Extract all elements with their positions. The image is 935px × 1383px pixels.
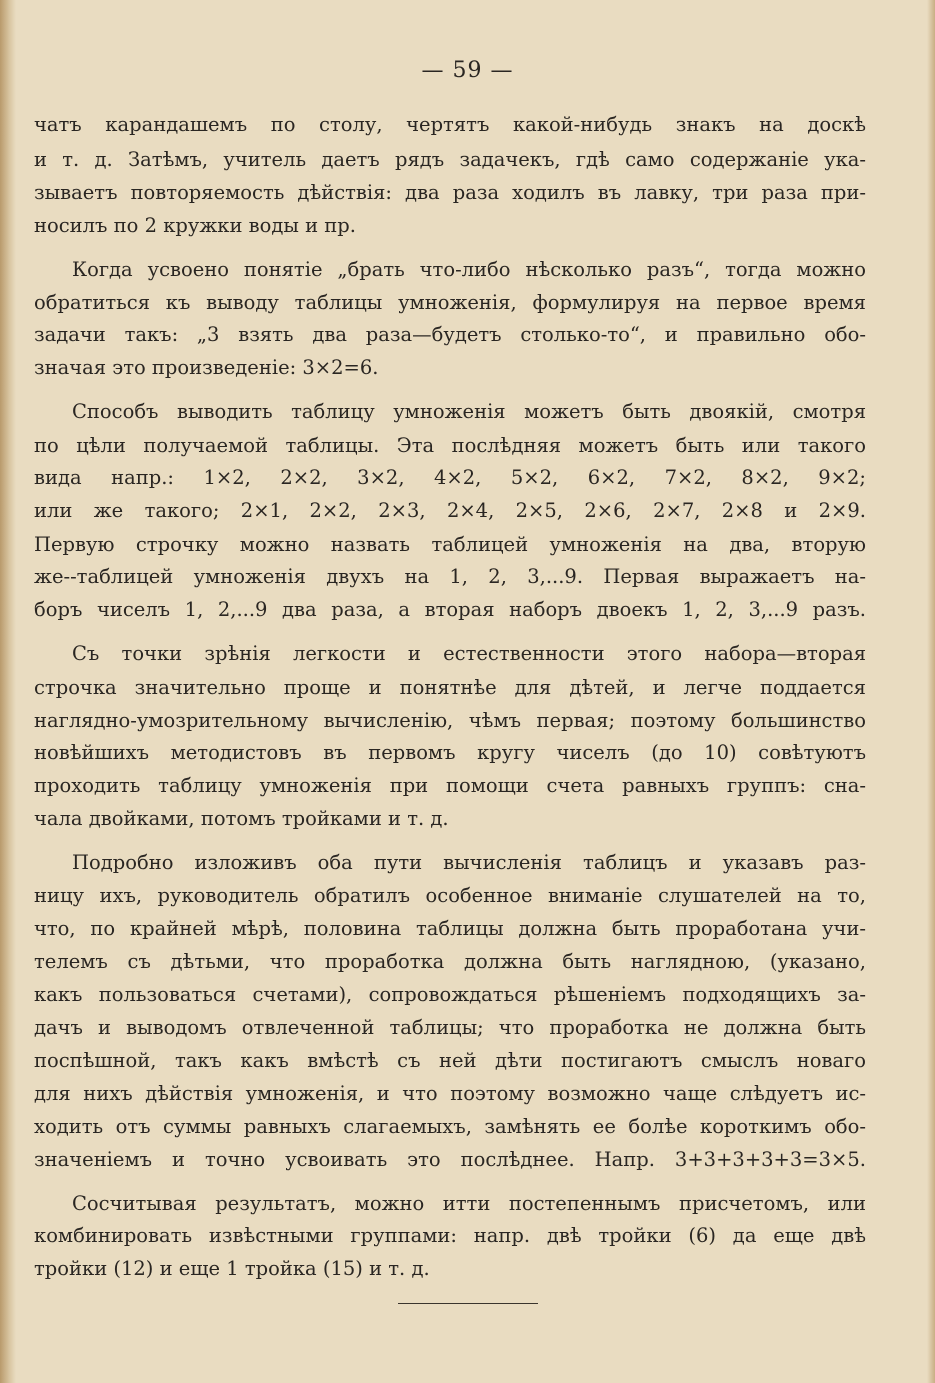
text-line: вида напр.: 1×2, 2×2, 3×2, 4×2, 5×2, 6×2, 7×2, 8×2, 9×2;	[34, 466, 866, 489]
text-line: значенiемъ и точно усвоивать это послѣднее. Напр. 3+3+3+3+3=3×5.	[34, 1148, 866, 1171]
text-line: по цѣли получаемой таблицы. Эта послѣдняя можетъ быть или такого	[34, 434, 866, 457]
text-line: носилъ по 2 кружки воды и пр.	[34, 214, 356, 237]
text-line: и т. д. Затѣмъ, учитель даетъ рядъ задачекъ, гдѣ само содержанiе ука-	[34, 148, 866, 171]
text-line: Подробно изложивъ оба пути вычисленiя таблицъ и указавъ раз-	[72, 851, 866, 874]
page-number: — 59 —	[421, 58, 514, 83]
text-line: тройки (12) и еще 1 тройка (15) и т. д.	[34, 1257, 430, 1280]
text-line: Съ точки зрѣнiя легкости и естественности этого набора—вторая	[72, 642, 866, 665]
text-line: чала двойками, потомъ тройками и т. д.	[34, 807, 449, 830]
text-line: новѣйшихъ методистовъ въ первомъ кругу чиселъ (до 10) совѣтуютъ	[34, 741, 866, 764]
text-line: Когда усвоено понятiе „брать что-либо нѣсколько разъ“, тогда можно	[72, 258, 866, 281]
text-line: дачъ и выводомъ отвлеченной таблицы; что проработка не должна быть	[34, 1016, 866, 1039]
text-line: проходить таблицу умноженiя при помощи счета равныхъ группъ: сна-	[34, 774, 866, 797]
text-line: ходить отъ суммы равныхъ слагаемыхъ, замѣнять ее болѣе короткимъ обо-	[34, 1115, 866, 1138]
text-line: что, по крайней мѣрѣ, половина таблицы должна быть проработана учи-	[34, 917, 866, 940]
text-line: боръ чиселъ 1, 2,...9 два раза, а вторая наборъ двоекъ 1, 2, 3,...9 разъ.	[34, 598, 866, 621]
end-rule	[398, 1303, 538, 1304]
text-line: комбинировать извѣстными группами: напр. двѣ тройки (6) да еще двѣ	[34, 1224, 866, 1247]
text-line: или же такого; 2×1, 2×2, 2×3, 2×4, 2×5, 2×6, 2×7, 2×8 и 2×9.	[34, 499, 866, 522]
text-line: ницу ихъ, руководитель обратилъ особенное вниманiе слушателей на то,	[34, 884, 866, 907]
text-line: телемъ съ дѣтьми, что проработка должна быть наглядною, (указано,	[34, 950, 866, 973]
text-line: для нихъ дѣйствiя умноженiя, и что поэтому возможно чаще слѣдуетъ ис-	[34, 1082, 866, 1105]
text-line: наглядно-умозрительному вычисленiю, чѣмъ первая; поэтому большинство	[34, 709, 866, 732]
text-line: задачи такъ: „3 взять два раза—будетъ столько-то“, и правильно обо-	[34, 323, 866, 346]
page-edge-right	[927, 0, 935, 1383]
text-line: зываетъ повторяемость дѣйствiя: два раза ходилъ въ лавку, три раза при-	[34, 181, 866, 204]
text-line: строчка значительно проще и понятнѣе для дѣтей, и легче поддается	[34, 676, 866, 699]
text-line: поспѣшной, такъ какъ вмѣстѣ съ ней дѣти постигаютъ смыслъ новаго	[34, 1049, 866, 1072]
page-edge-left	[0, 0, 16, 1383]
text-line: обратиться къ выводу таблицы умноженiя, формулируя на первое время	[34, 291, 866, 314]
text-line: Способъ выводить таблицу умноженiя можетъ быть двоякiй, смотря	[72, 400, 866, 423]
text-line: значая это произведенiе: 3×2=6.	[34, 356, 379, 379]
text-line: чатъ карандашемъ по столу, чертятъ какой-нибудь знакъ на доскѣ	[34, 113, 866, 136]
text-line: Сосчитывая результатъ, можно итти постепеннымъ присчетомъ, или	[72, 1192, 866, 1215]
text-line: какъ пользоваться счетами), сопровождаться рѣшенiемъ подходящихъ за-	[34, 983, 866, 1006]
text-line: же--таблицей умноженiя двухъ на 1, 2, 3,...9. Первая выражаетъ на-	[34, 565, 866, 588]
text-line: Первую строчку можно назвать таблицей умноженiя на два, вторую	[34, 533, 866, 556]
